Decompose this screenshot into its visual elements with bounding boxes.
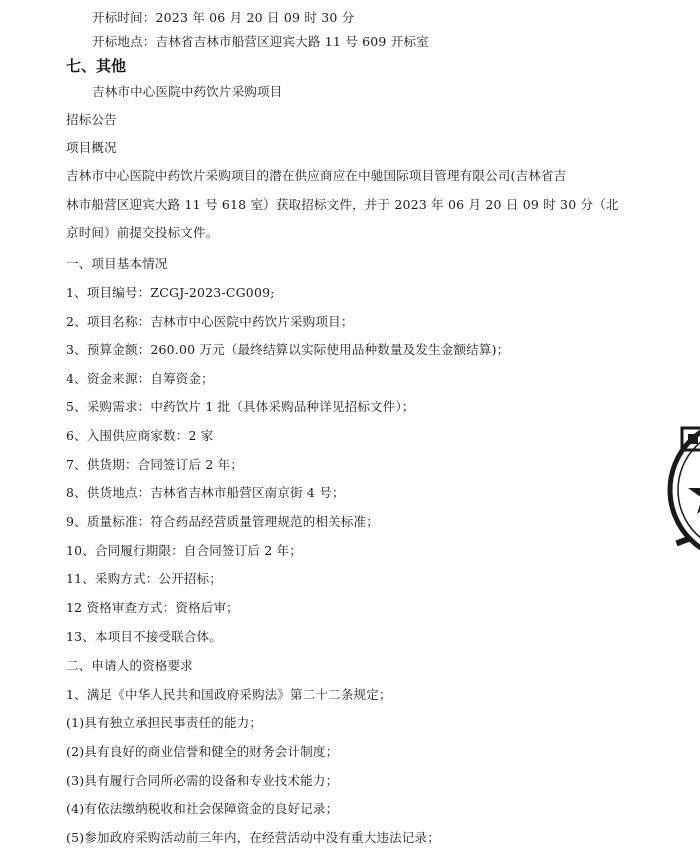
basic-item-6: 6、入围供应商家数：2 家: [66, 428, 214, 443]
qualification-intro: 1、满足《中华人民共和国政府采购法》第二十二条规定；: [66, 687, 392, 702]
qualification-heading: 二、申请人的资格要求: [66, 658, 194, 673]
basic-item-11: 11、采购方式：公开招标；: [66, 571, 223, 586]
qualification-item-2: (2)具有良好的商业信誉和健全的财务会计制度；: [66, 744, 339, 759]
qualification-item-5: (5)参加政府采购活动前三年内，在经营活动中没有重大违法记录；: [66, 830, 440, 845]
basic-item-12: 12 资格审查方式：资格后审；: [66, 600, 239, 615]
basic-item-9: 9、质量标准：符合药品经营质量管理规范的相关标准；: [66, 514, 379, 529]
opening-time: 开标时间：2023 年 06 月 20 日 09 时 30 分: [92, 10, 355, 25]
overview-line-1: 吉林市中心医院中药饮片采购项目的潜在供应商应在中驰国际项目管理有限公司(吉林省吉: [66, 168, 567, 183]
overview-line-2: 林市船营区迎宾大路 11 号 618 室）获取招标文件，并于 2023 年 06 月 20 日 09 时 30 分（北: [66, 197, 619, 212]
basic-item-8: 8、供货地点：吉林省吉林市船营区南京街 4 号；: [66, 485, 345, 500]
section-heading-other: 七、其他: [66, 57, 127, 75]
project-title: 吉林市中心医院中药饮片采购项目: [92, 84, 283, 99]
qualification-item-3: (3)具有履行合同所必需的设备和专业技术能力；: [66, 773, 339, 788]
qualification-item-1: (1)具有独立承担民事责任的能力；: [66, 715, 263, 730]
basic-item-1: 1、项目编号：ZCGJ-2023-CG009;: [66, 285, 275, 300]
basic-info-heading: 一、项目基本情况: [66, 256, 168, 271]
basic-item-2: 2、项目名称：吉林市中心医院中药饮片采购项目；: [66, 314, 354, 329]
overview-line-3: 京时间）前提交投标文件。: [66, 225, 219, 240]
seal-stamp-icon: [662, 400, 700, 580]
qualification-item-4: (4)有依法缴纳税收和社会保障资金的良好记录；: [66, 801, 339, 816]
basic-item-10: 10、合同履行期限：自合同签订后 2 年；: [66, 543, 303, 558]
basic-item-5: 5、采购需求：中药饮片 1 批（具体采购品种详见招标文件）；: [66, 399, 415, 414]
basic-item-3: 3、预算金额：260.00 万元（最终结算以实际使用品种数量及发生金额结算)；: [66, 342, 510, 357]
overview-label: 项目概况: [66, 140, 117, 155]
notice-label: 招标公告: [66, 112, 117, 127]
opening-location: 开标地点：吉林省吉林市船营区迎宾大路 11 号 609 开标室: [92, 34, 429, 49]
basic-item-13: 13、本项目不接受联合体。: [66, 629, 223, 644]
basic-item-4: 4、资金来源：自筹资金；: [66, 371, 214, 386]
basic-item-7: 7、供货期：合同签订后 2 年；: [66, 457, 244, 472]
